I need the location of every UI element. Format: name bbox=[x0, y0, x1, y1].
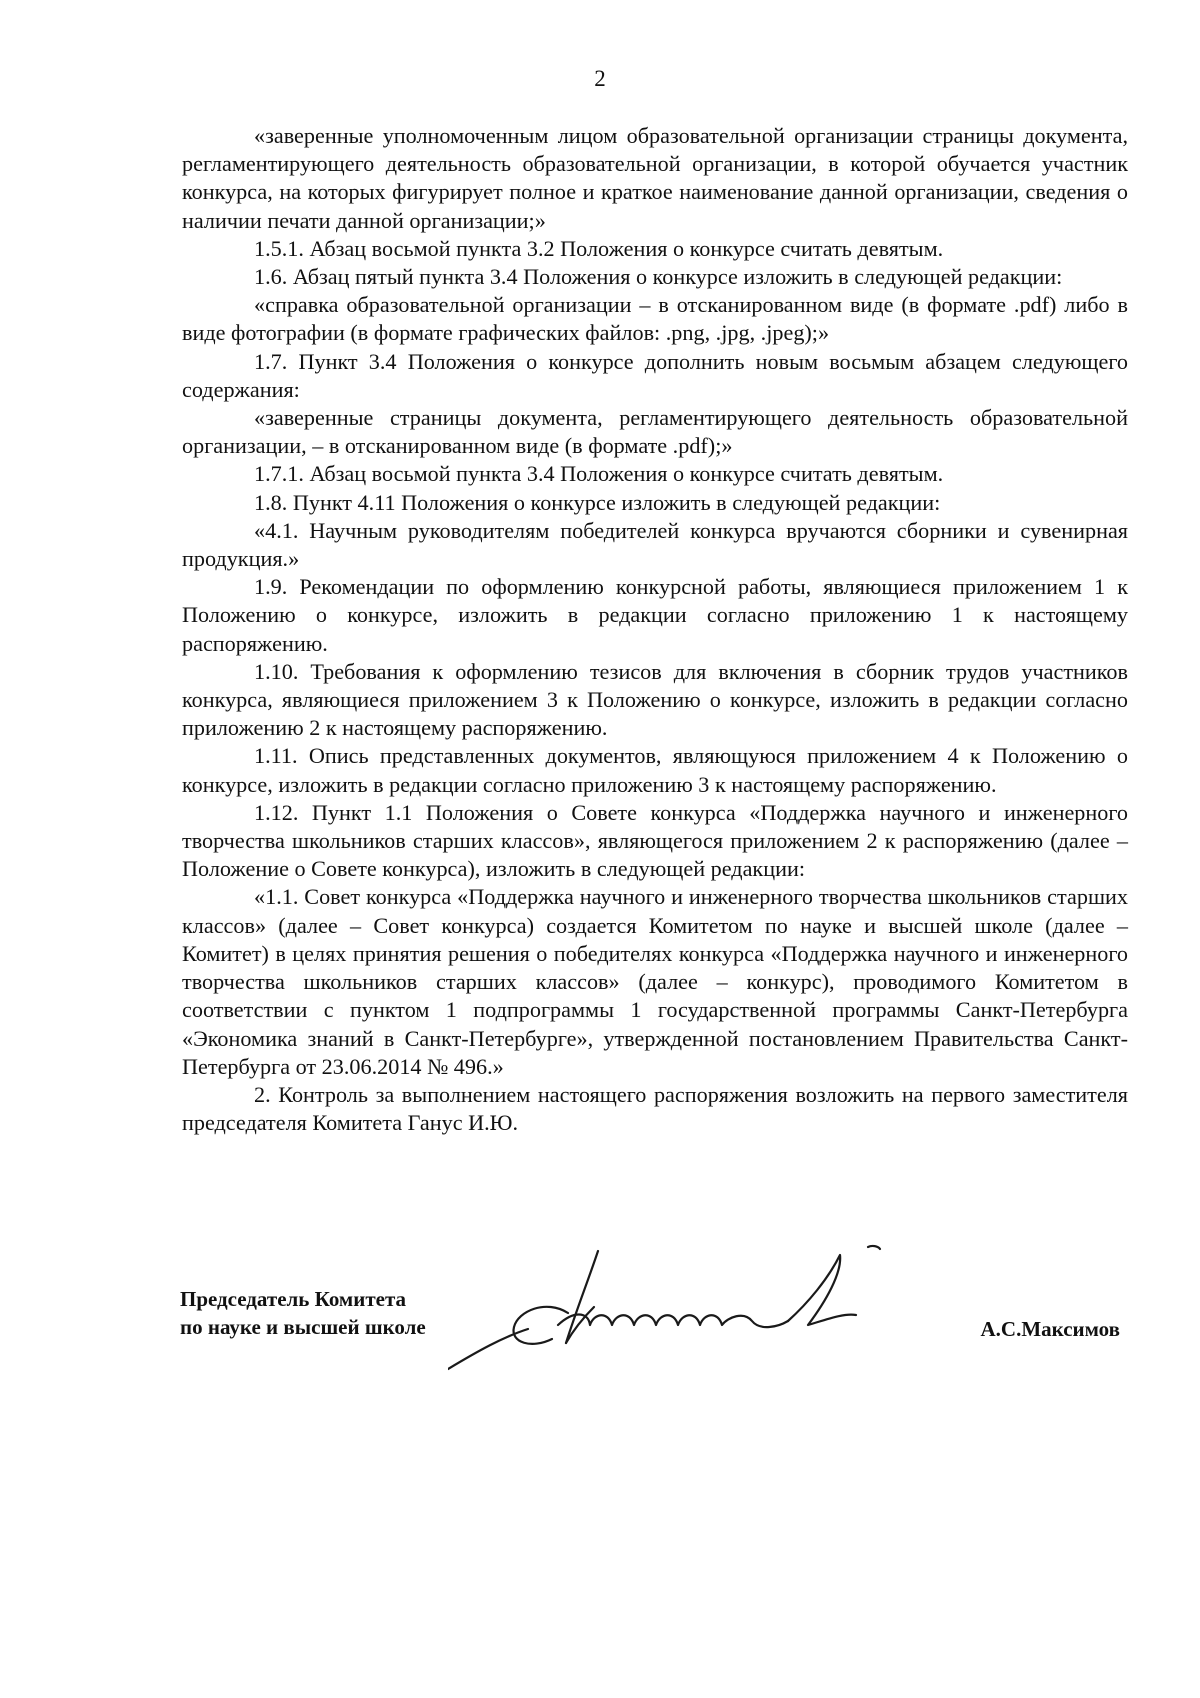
paragraph: «справка образовательной организации – в отсканированном виде (в формате .pdf) либо в виде фотографии (в формате графических файлов: .png, .jpg, .jpeg);» bbox=[182, 292, 1128, 346]
document-body bbox=[182, 122, 1128, 1137]
paragraph: 1.7. Пункт 3.4 Положения о конкурсе дополнить новым восьмым абзацем следующего содержания: bbox=[182, 348, 1128, 402]
paragraph: 1.10. Требования к оформлению тезисов для включения в сборник трудов участников конкурса, являющиеся приложением 3 к Положению о конкурсе, изложить в редакции согласно приложению 2 к настоящему распоряжению. bbox=[182, 658, 1128, 741]
signatory-title bbox=[180, 1285, 426, 1341]
paragraph: 1.6. Абзац пятый пункта 3.4 Положения о конкурсе изложить в следующей редакции: bbox=[254, 264, 1063, 290]
page-number: 2 bbox=[594, 66, 606, 91]
paragraph: «1.1. Совет конкурса «Поддержка научного и инженерного творчества школьников старших классов» (далее – Совет конкурса) создается Комитетом по науке и высшей школе (далее – Комитет) в целях принятия решения о победителях конкурса «Поддержка научного и инженерного творчества школьников старших классов» (далее – конкурс), проводимого Комитетом в соответствии с пунктом 1 подпрограммы 1 государственной программы Санкт-Петербурга «Экономика знаний в Санкт-Петербурге», утвержденной постановлением Правительства Санкт-Петербурга от 23.06.2014 № 496.» bbox=[182, 884, 1128, 1079]
paragraph: «заверенные страницы документа, регламентирующего деятельность образовательной организации, – в отсканированном виде (в формате .pdf);» bbox=[182, 405, 1128, 459]
signatory-title-line: по науке и высшей школе bbox=[180, 1315, 426, 1339]
signatory-name: А.С.Максимов bbox=[980, 1317, 1120, 1341]
paragraph: 1.9. Рекомендации по оформлению конкурсной работы, являющиеся приложением 1 к Положению о конкурсе, изложить в редакции согласно приложению 1 к настоящему распоряжению. bbox=[182, 574, 1128, 656]
paragraph: 1.8. Пункт 4.11 Положения о конкурсе изложить в следующей редакции: bbox=[254, 489, 941, 515]
paragraph: 1.5.1. Абзац восьмой пункта 3.2 Положения о конкурсе считать девятым. bbox=[254, 235, 944, 261]
paragraph: «заверенные уполномоченным лицом образовательной организации страницы документа, регламентирующего деятельность образовательной организации, в которой обучается участник конкурса, на которых фигурирует полное и краткое наименование данной организации, сведения о наличии печати данной организации;» bbox=[182, 123, 1128, 233]
signatory-title-line: Председатель Комитета bbox=[180, 1287, 407, 1311]
paragraph: 2. Контроль за выполнением настоящего распоряжения возложить на первого заместителя председателя Комитета Ганус И.Ю. bbox=[182, 1081, 1128, 1136]
paragraph: 1.7.1. Абзац восьмой пункта 3.4 Положения о конкурсе считать девятым. bbox=[254, 461, 944, 487]
paragraph: 1.12. Пункт 1.1 Положения о Совете конкурса «Поддержка научного и инженерного творчества школьников старших классов», являющегося приложением 2 к распоряжению (далее – Положение о Совете конкурса), изложить в следующей редакции: bbox=[182, 799, 1128, 882]
paragraph: 1.11. Опись представленных документов, являющуюся приложением 4 к Положению о конкурсе, изложить в редакции согласно приложению 3 к настоящему распоряжению. bbox=[182, 743, 1128, 797]
paragraph: «4.1. Научным руководителям победителей конкурса вручаются сборники и сувенирная продукция.» bbox=[182, 517, 1128, 572]
handwritten-signature bbox=[448, 1241, 948, 1371]
signature-block bbox=[180, 1285, 1128, 1375]
